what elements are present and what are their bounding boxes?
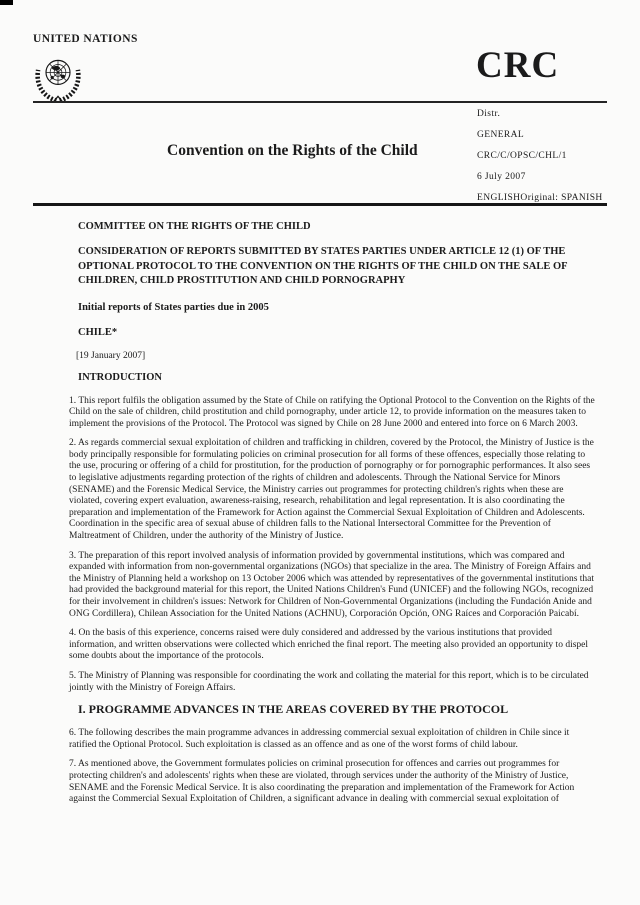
distr-label: Distr. [477, 109, 501, 119]
scan-artifact-mark [0, 0, 13, 5]
reports-due-line: Initial reports of States parties due in 2005 [78, 301, 269, 313]
consideration-heading: CONSIDERATION OF REPORTS SUBMITTED BY STATES PARTIES UNDER ARTICLE 12 (1) OF THE OPTIONAL PROTOCOL TO THE CONVENTION ON THE RIGHTS OF THE CHILD ON THE SALE OF CHILDREN, CHILD PROSTITUTION AND CHILD PORNOGRAPHY [78, 246, 568, 286]
header-rule-bottom [33, 203, 607, 206]
language-line: ENGLISHOriginal: SPANISH [477, 193, 603, 203]
header-rule-top [33, 101, 607, 103]
paragraph-2: 2. As regards commercial sexual exploitation of children and trafficking in children, covered by the Protocol, the Ministry of Justice is the body principally responsible for formulating policies on criminal prosecution for all forms of these offences, especially those relating to the use, procuring or offering of a child for prostitution, for the production of pornography or for pornographic performances. It also sees to legislative adjustments regarding protection of the rights of children and adolescents. Through the National Service for Minors (SENAME) and the Forensic Medical Service, the Ministry carries out programmes for protecting children's rights when these are violated, covering expert evaluation, awareness-raising, research, rehabilitation and legal representation. It is also coordinating the preparation and implementation of the Framework for Action against the Commercial Sexual Exploitation of Children and Adolescents. Coordination in the specific area of sexual abuse of children falls to the National Intersectoral Committee for the Prevention of Maltreatment of Children, under the authority of the Ministry of Justice. [69, 438, 594, 542]
convention-title: Convention on the Rights of the Child [167, 142, 418, 159]
committee-heading: COMMITTEE ON THE RIGHTS OF THE CHILD [78, 221, 311, 232]
org-name: UNITED NATIONS [33, 33, 138, 45]
country-heading: CHILE* [78, 326, 118, 338]
distr-value: GENERAL [477, 130, 525, 140]
doc-symbol: CRC/C/OPSC/CHL/1 [477, 151, 567, 161]
doc-code: CRC [476, 45, 560, 86]
introduction-heading: INTRODUCTION [78, 371, 163, 383]
distribution-block [477, 104, 603, 209]
paragraph-1: 1. This report fulfils the obligation assumed by the State of Chile on ratifying the Optional Protocol to the Convention on the Rights of the Child on the sale of children, child prostitution and child pornography, under article 12, to provide information on the measures taken to implement the provisions of the Protocol. The Protocol was signed by Chile on 28 June 2000 and entered into force on 6 March 2003. [69, 395, 595, 429]
document-body [69, 220, 597, 814]
paragraph-7: 7. As mentioned above, the Government formulates policies on criminal prosecution for offences and carries out programmes for protecting children's and adolescents' rights when these are violated, through services under the authority of the Ministry of Justice, SENAME and the Forensic Medical Service. It is also coordinating the preparation and implementation of the Framework for Action against the Commercial Sexual Exploitation of Children, a significant advance in dealing with commercial sexual exploitation of [69, 759, 575, 805]
submission-date: [19 January 2007] [76, 350, 146, 361]
section1-heading: I. PROGRAMME ADVANCES IN THE AREAS COVERED BY THE PROTOCOL [78, 702, 509, 717]
paragraph-6: 6. The following describes the main programme advances in addressing commercial sexual exploitation of children in Chile since it ratified the Optional Protocol. Such exploitation is classed as an offence and as one of the worst forms of child labour. [69, 728, 570, 750]
paragraph-5: 5. The Ministry of Planning was responsible for coordinating the work and collating the material for this report, which is to be circulated jointly with the Ministry of Foreign Affairs. [69, 670, 589, 693]
doc-date: 6 July 2007 [477, 172, 526, 182]
paragraph-3: 3. The preparation of this report involved analysis of information provided by governmental institutions, which was compared and expanded with information from non-governmental organizations (NGOs) that specialize in the area. The Ministry of Foreign Affairs and the Ministry of Planning held a workshop on 13 October 2006 which was attended by representatives of the governmental institutions that had provided the background material for this report, the United Nations Children's Fund (UNICEF) and the following NGOs, recognized for their involvement in children's issues: Network for Children of Non-Governmental Organizations (including the Fundación Anide and ONG Cordillera), Chilean Association for the United Nations (ACHNU), Corporación Opción, ONG Raíces and Corporación Paicabí. [69, 550, 595, 619]
paragraph-4: 4. On the basis of this experience, concerns raised were duly considered and addressed by the various institutions that provided information, and written observations were collected which enriched the final report. The meeting also provided an opportunity to dispel some doubts about the importance of the protocols. [69, 628, 589, 662]
